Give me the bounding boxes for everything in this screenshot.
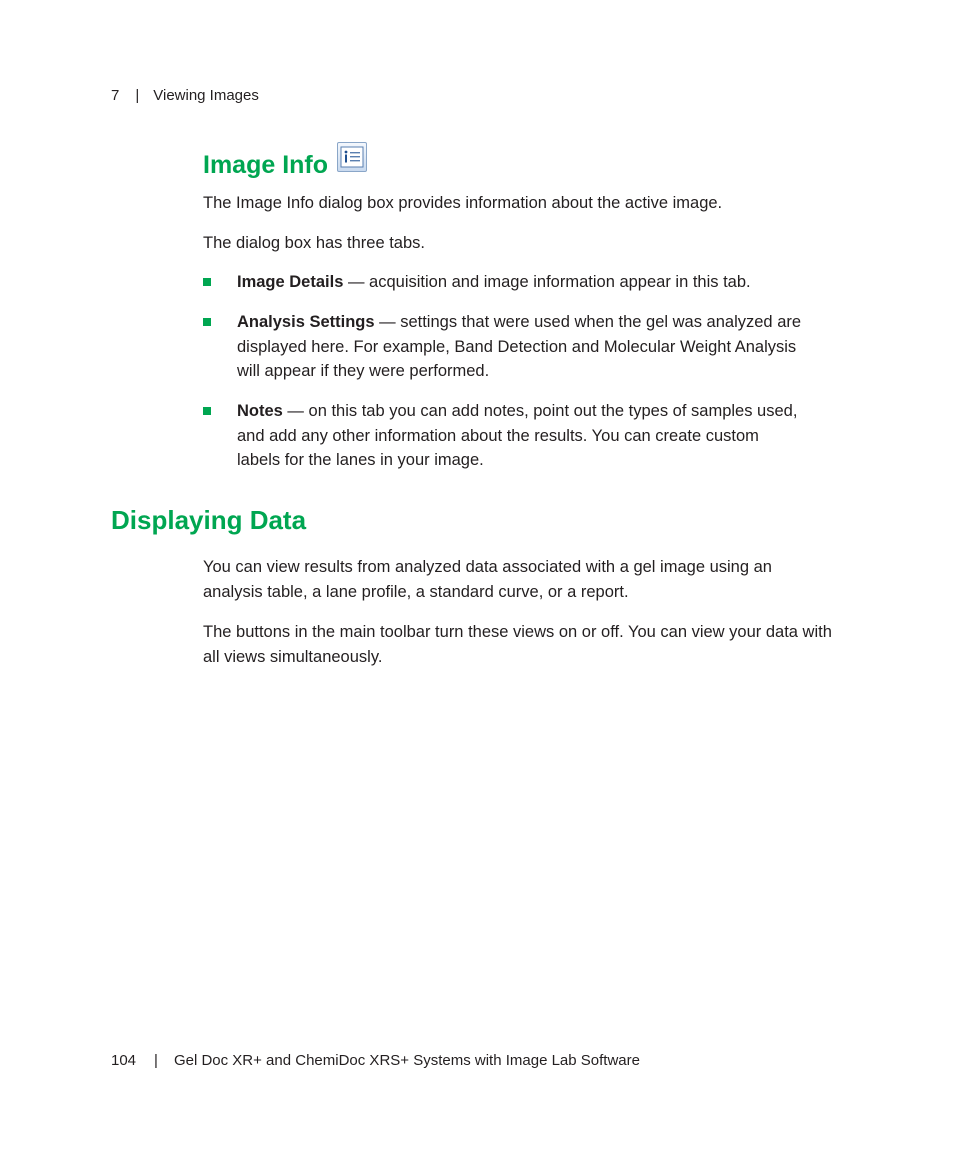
chapter-number: 7 bbox=[111, 87, 120, 104]
image-info-heading bbox=[203, 140, 367, 180]
footer-separator: | bbox=[154, 1052, 158, 1069]
book-title: Gel Doc XR+ and ChemiDoc XRS+ Systems with Image Lab Software bbox=[173, 1052, 640, 1069]
displaying-data-title: Displaying Data bbox=[111, 505, 307, 535]
displaying-data-para-1: You can view results from analyzed data associated with a gel image using an analysis table, a lane profile, a standard curve, or a report. bbox=[203, 558, 772, 601]
bullet-square-icon bbox=[203, 407, 211, 415]
image-info-icon bbox=[337, 142, 367, 172]
bullet-square-icon bbox=[203, 318, 211, 326]
image-info-tabs-intro: The dialog box has three tabs. bbox=[203, 234, 425, 252]
bullet-text: — acquisition and image information appear in this tab. bbox=[343, 273, 751, 291]
bullet-text: — on this tab you can add notes, point out the types of samples used, and add any other information about the results. You can create custom labels for the lanes in your image. bbox=[237, 402, 798, 469]
running-header bbox=[111, 87, 259, 104]
bullet-term: Image Details bbox=[237, 273, 344, 291]
header-separator: | bbox=[135, 87, 140, 104]
chapter-title: Viewing Images bbox=[153, 87, 259, 104]
bullet-analysis-settings bbox=[203, 310, 803, 384]
running-footer bbox=[111, 1052, 640, 1069]
displaying-data-para-2: The buttons in the main toolbar turn these views on or off. You can view your data with all views simultaneously. bbox=[203, 623, 832, 666]
image-info-title: Image Info bbox=[203, 151, 329, 179]
bullet-notes bbox=[203, 399, 803, 473]
bullet-square-icon bbox=[203, 278, 211, 286]
bullet-image-details bbox=[203, 270, 803, 295]
bullet-term: Analysis Settings bbox=[237, 313, 375, 331]
bullet-text: — settings that were used when the gel was analyzed are displayed here. For example, Band Detection and Molecular Weight Analysis will appear if they were performed. bbox=[237, 313, 802, 380]
bullet-term: Notes bbox=[237, 402, 283, 420]
image-info-intro: The Image Info dialog box provides information about the active image. bbox=[203, 194, 723, 212]
page-number: 104 bbox=[111, 1052, 137, 1069]
